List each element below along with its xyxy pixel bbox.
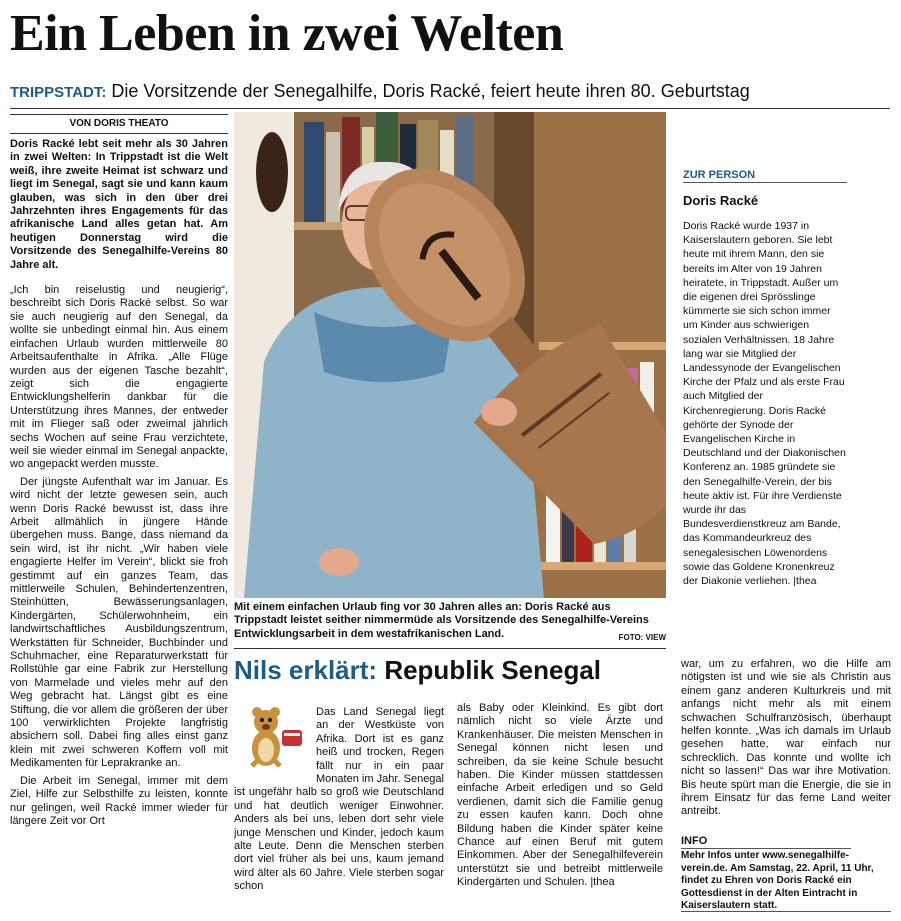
headline-rule — [10, 108, 890, 109]
headline: Ein Leben in zwei Welten — [10, 5, 564, 62]
photo-caption-text: Mit einem einfachen Urlaub fing vor 30 Jahren alles an: Doris Racké aus Trippstadt leistet seither nimmermüde als Vorsitzende des Senegalhilfe-Vereins Entwicklungsarbeit in dem westafrikanischen Land. — [234, 601, 649, 640]
byline: VON DORIS THEATO — [10, 114, 228, 134]
info-label: INFO — [681, 834, 851, 849]
article-lead: Doris Racké lebt seit mehr als 30 Jahren in zwei Welten: In Trippstadt ist die Welt weiß, ihre zweite Heimat ist schwarz und liegt im Senegal, sagt sie und kann kaum glauben, was sich in den über drei Jahrzehnten ihres Engagements für das afrikanische Land alles getan hat. Am heutigen Donnerstag wird die Vorsitzende des Senegalhilfe-Vereins 80 Jahre alt. — [10, 138, 228, 271]
article-paragraph-3: Die Arbeit im Senegal, immer mit dem Ziel, Hilfe zur Selbsthilfe zu leisten, konnte nur gelingen, weil Racké immer wieder für längere Zeit vor Ort — [10, 774, 228, 827]
sidebar-label: ZUR PERSON — [683, 168, 847, 183]
subline-kicker: TRIPPSTADT: — [10, 84, 107, 101]
nils-rule — [234, 648, 666, 649]
article-photo — [234, 112, 666, 598]
nils-column-2 — [457, 702, 663, 914]
article-paragraph-2: Der jüngste Aufenthalt war im Januar. Es wird nicht der letzte gewesen sein, auch wenn Doris Racké bewusst ist, dass ihre Arbeit allmählich in jüngere Hände übergehen muss. Bange, dass niemand da sein wird, ist ihr nicht. „Wir haben viele engagierte Helfer im Verein“, blickt sie froh gestimmt auf ein ganzes Team, das mittlerweile Schulen, Behindertenzentren, Steinhütten, Bewässerungsanlagen, Kindergärten, Schülerwohnheim, ein landwirtschaftliches Ausbildungszentrum, Werkstätten für Schneider, Buchbinder und Schuhmacher, eine Reparaturwerkstatt für Rollstühle gar eine Fabrik zur Herstellung von Marmelade und vieles mehr auf den Weg gebracht hat. Längst gibt es eine Stiftung, die vor allem die größeren der über 100 verwirklichten Projekte langfristig absichern soll. Dabei fing alles einst ganz klein mit zwei schweren Koffern voll mit Medikamenten für Leprakranke an. — [10, 475, 228, 770]
nils-heading — [234, 654, 666, 686]
photo-illustration — [234, 112, 666, 598]
subline — [10, 78, 890, 104]
nils-title: Republik Senegal — [384, 655, 602, 685]
nils-column-1 — [234, 702, 444, 914]
article-column-right — [681, 658, 891, 828]
subline-text: Die Vorsitzende der Senegalhilfe, Doris Racké, feiert heute ihren 80. Geburtstag — [106, 81, 750, 101]
sidebar-text: Doris Racké wurde 1937 in Kaiserslautern geboren. Sie lebt heute mit ihrem Mann, den sie bereits im Alter von 19 Jahren heiratete, in Trippstadt. Außer um die eigenen drei Sprösslinge kümmerte sie sich schon immer um Kinder aus schwierigen sozialen Verhältnissen. 18 Jahre lang war sie Mitglied der Landessynode der Evangelischen Kirche der Pfalz und als erste Frau auch Mitglied der Kirchenregierung. Doris Racké gehörte der Synode der Evangelischen Kirche in Deutschland und der Diakonischen Konferenz an. 1985 gründete sie den Senegalhilfe-Verein, der bis heute aktiv ist. Für ihre Verdienste wurde ihr das Bundesverdienstkreuz am Bande, das Kommandeurkreuz des senegalesischen Löwenordens sowie das Goldene Kronenkreuz der Diakonie verliehen. |thea — [683, 220, 846, 588]
article-column-left — [10, 138, 228, 914]
info-text: Mehr Infos unter www.senegalhilfe-verein.de. Am Samstag, 22. April, 11 Uhr, findet zu Ehren von Doris Racké ein Gottesdienst in der Alten Eintracht in Kaiserslautern statt. — [681, 850, 891, 912]
mascot-spacer — [234, 702, 316, 786]
nils-column-2-text: als Baby oder Kleinkind. Es gibt dort nämlich nicht so viele Ärzte und Krankenhäuser. Die meisten Menschen in Senegal können nicht lesen und schreiben, da sie keine Schule besucht haben. Die Kinder müssen stattdessen einfache Arbeit erledigen und so Geld verdienen, damit sich die Familie genug zu essen kaufen kann. Doch ohne Bildung haben die Kinder später keine Chance auf einen Beruf mit gutem Einkommen. Aber der Senegalhilfeverein unterstützt sie und betreibt mittlerweile Kindergärten und Schulen. |thea — [457, 702, 663, 889]
article-paragraph-1: „Ich bin reiselustig und neugierig“, beschreibt sich Doris Racké selbst. So war sie auch neugierig auf den Senegal, da wollte sie unbedingt einmal hin. Aus einem einfachen Urlaub wurden mittlerweile 80 Arbeitsaufenthalte in Afrika. „Alle Flüge wurden aus der eigenen Tasche bezahlt“, zeigt sich die engagierte Entwicklungshelferin dankbar für die Unterstützung ihres Mannes, der entweder mit im Flieger saß oder zweimal jährlich sechs Wochen auf seine Frau verzichtete, weil sie wieder einmal im Senegal anpackte, wo angepackt werden musste. — [10, 284, 228, 471]
sidebar-title: Doris Racké — [683, 193, 759, 208]
photo-credit: FOTO: VIEW — [618, 632, 666, 642]
article-continuation: war, um zu erfahren, wo die Hilfe am nötigsten ist und wie sie als Christin aus einem ganz anderen Kulturkreis und mit anfangs nicht mehr als mit einem schwachen Schulfranzösisch, überhaupt helfen konnte. „Was ich damals im Urlaub gesehen hatte, war einfach nur schrecklich. Das konnte und wollte ich nicht so lassen!“ Das war ihre Motivation. Bis heute spürt man die Energie, die sie in ihrem Einsatz für das ferne Land weiter antreibt. — [681, 658, 891, 818]
photo-caption — [234, 601, 666, 644]
nils-kicker: Nils erklärt: — [234, 655, 378, 685]
nils-column-1-text: Das Land Senegal liegt an der Westküste von Afrika. Dort ist es ganz heiß und trocken, Regen fällt nur in ein paar Monaten im Jahr. Senegal ist ungefähr halb so groß wie Deutschland und hat deutlich weniger Einwohner. Anders als bei uns, leben dort sehr viele junge Menschen und Kinder, jedoch kaum alte Leute. Denn die Menschen sterben dort viel früher als bei uns, kaum jemand wird älter als 60 Jahre. Viele sterben sogar schon — [234, 706, 444, 893]
